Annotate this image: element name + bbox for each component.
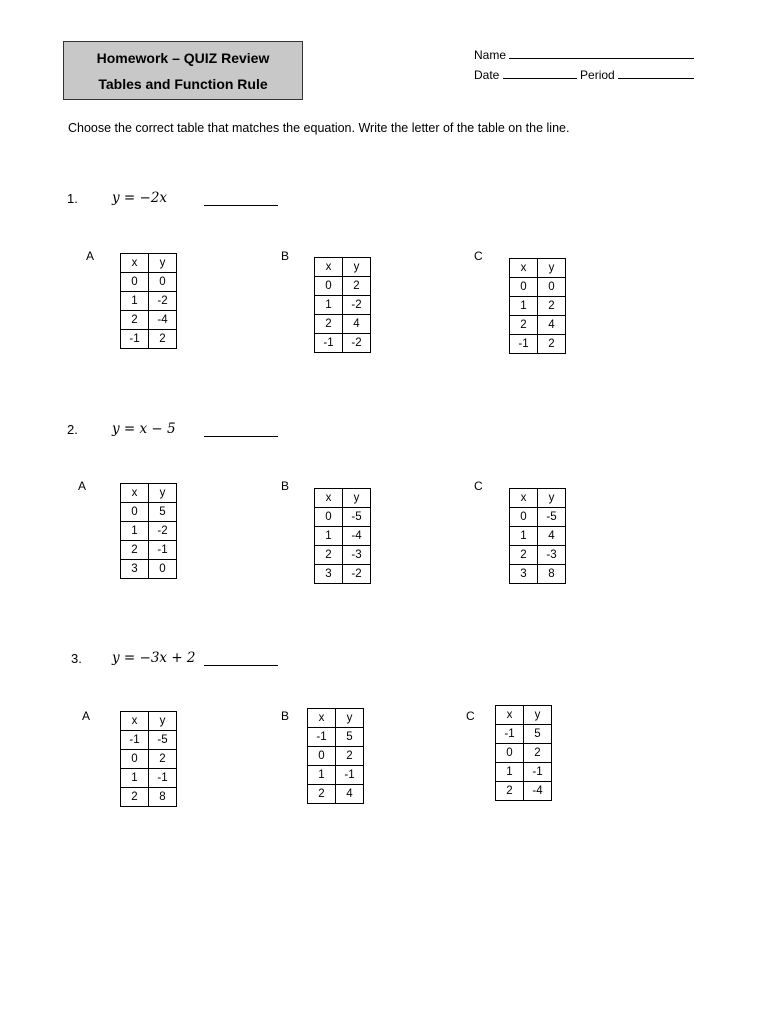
table-cell: 0 [121,750,149,769]
table-cell: 2 [121,311,149,330]
instructions: Choose the correct table that matches the equation. Write the letter of the table on the line. [68,121,570,135]
answer-blank[interactable] [204,436,278,437]
table-cell: 4 [538,527,566,546]
option-label: B [281,479,290,493]
table-cell: 4 [538,316,566,335]
table-cell: y [538,489,566,508]
table-cell: 1 [121,292,149,311]
table-cell: 0 [315,508,343,527]
title-line-1: Homework – QUIZ Review [96,50,270,66]
question-equation: y = −3x + 2 [112,650,196,666]
table-cell: 2 [510,546,538,565]
table-cell: x [510,259,538,278]
question-number: 2. [67,422,78,437]
table-cell: 2 [308,785,336,804]
table-cell: 2 [315,315,343,334]
table-cell: -1 [496,725,524,744]
table-cell: 0 [496,744,524,763]
table-cell: 2 [315,546,343,565]
table-cell: 5 [524,725,552,744]
table-cell: y [336,709,364,728]
table-cell: -3 [343,546,371,565]
table-cell: -4 [524,782,552,801]
table-cell: 5 [149,503,177,522]
table-cell: 1 [496,763,524,782]
table-2a [120,483,177,579]
table-cell: 4 [336,785,364,804]
option-label: C [466,709,475,723]
table-cell: 2 [336,747,364,766]
option-label: B [281,249,290,263]
table-cell: 1 [510,527,538,546]
table-cell: -1 [315,334,343,353]
table-3a [120,711,177,807]
table-cell: 1 [121,769,149,788]
table-cell: 1 [510,297,538,316]
table-cell: 4 [343,315,371,334]
table-cell: 1 [315,296,343,315]
table-cell: -5 [149,731,177,750]
table-cell: 0 [149,560,177,579]
table-cell: 0 [315,277,343,296]
table-cell: -1 [121,330,149,349]
name-row [474,47,694,62]
table-cell: 2 [496,782,524,801]
table-1a [120,253,177,349]
table-cell: 1 [308,766,336,785]
table-cell: y [538,259,566,278]
table-cell: -2 [149,522,177,541]
option-label: A [86,249,95,263]
table-cell: -4 [343,527,371,546]
table-cell: 0 [510,508,538,527]
table-cell: x [308,709,336,728]
table-cell: -1 [121,731,149,750]
table-cell: -5 [343,508,371,527]
answer-blank[interactable] [204,205,278,206]
table-cell: -1 [336,766,364,785]
period-label: Period [580,68,615,82]
table-cell: 3 [510,565,538,584]
table-cell: 3 [121,560,149,579]
table-cell: x [510,489,538,508]
table-2b [314,488,371,584]
table-cell: 8 [149,788,177,807]
option-label: C [474,479,483,493]
table-cell: 2 [510,316,538,335]
table-cell: x [121,484,149,503]
table-cell: 0 [308,747,336,766]
table-cell: -5 [538,508,566,527]
table-cell: x [121,254,149,273]
table-cell: 1 [121,522,149,541]
table-cell: -1 [510,335,538,354]
name-label: Name [474,48,507,62]
table-cell: -2 [343,296,371,315]
date-label: Date [474,68,500,82]
table-1c [509,258,566,354]
table-cell: y [149,484,177,503]
question-number: 3. [71,651,82,666]
table-cell: x [121,712,149,731]
table-cell: 2 [121,541,149,560]
table-cell: 0 [538,278,566,297]
table-cell: -3 [538,546,566,565]
table-cell: 0 [149,273,177,292]
table-cell: -2 [343,334,371,353]
table-cell: 2 [343,277,371,296]
table-cell: y [149,712,177,731]
table-cell: -1 [524,763,552,782]
table-cell: 5 [336,728,364,747]
table-cell: -2 [149,292,177,311]
title-line-2: Tables and Function Rule [98,76,268,92]
date-field[interactable] [503,67,577,79]
table-cell: 1 [315,527,343,546]
table-cell: x [315,489,343,508]
table-cell: y [149,254,177,273]
table-cell: y [343,258,371,277]
table-cell: 2 [538,297,566,316]
table-cell: y [343,489,371,508]
option-label: A [78,479,87,493]
table-1b [314,257,371,353]
table-cell: x [496,706,524,725]
table-cell: 2 [149,750,177,769]
question-equation: y = x − 5 [112,421,176,437]
table-cell: 3 [315,565,343,584]
table-cell: 0 [121,503,149,522]
date-period-row [474,67,694,82]
question-equation: y = −2x [112,190,168,206]
table-cell: -1 [308,728,336,747]
title-box [63,41,303,100]
table-cell: 2 [121,788,149,807]
table-cell: y [524,706,552,725]
table-cell: x [315,258,343,277]
table-cell: -1 [149,769,177,788]
table-3b [307,708,364,804]
table-cell: -4 [149,311,177,330]
option-label: A [82,709,91,723]
answer-blank[interactable] [204,665,278,666]
table-cell: -1 [149,541,177,560]
option-label: C [474,249,483,263]
name-field[interactable] [509,47,694,59]
table-cell: 2 [538,335,566,354]
table-cell: 2 [149,330,177,349]
table-3c [495,705,552,801]
option-label: B [281,709,290,723]
table-cell: 8 [538,565,566,584]
table-2c [509,488,566,584]
table-cell: 0 [121,273,149,292]
table-cell: -2 [343,565,371,584]
period-field[interactable] [618,67,694,79]
question-number: 1. [67,191,78,206]
table-cell: 0 [510,278,538,297]
table-cell: 2 [524,744,552,763]
